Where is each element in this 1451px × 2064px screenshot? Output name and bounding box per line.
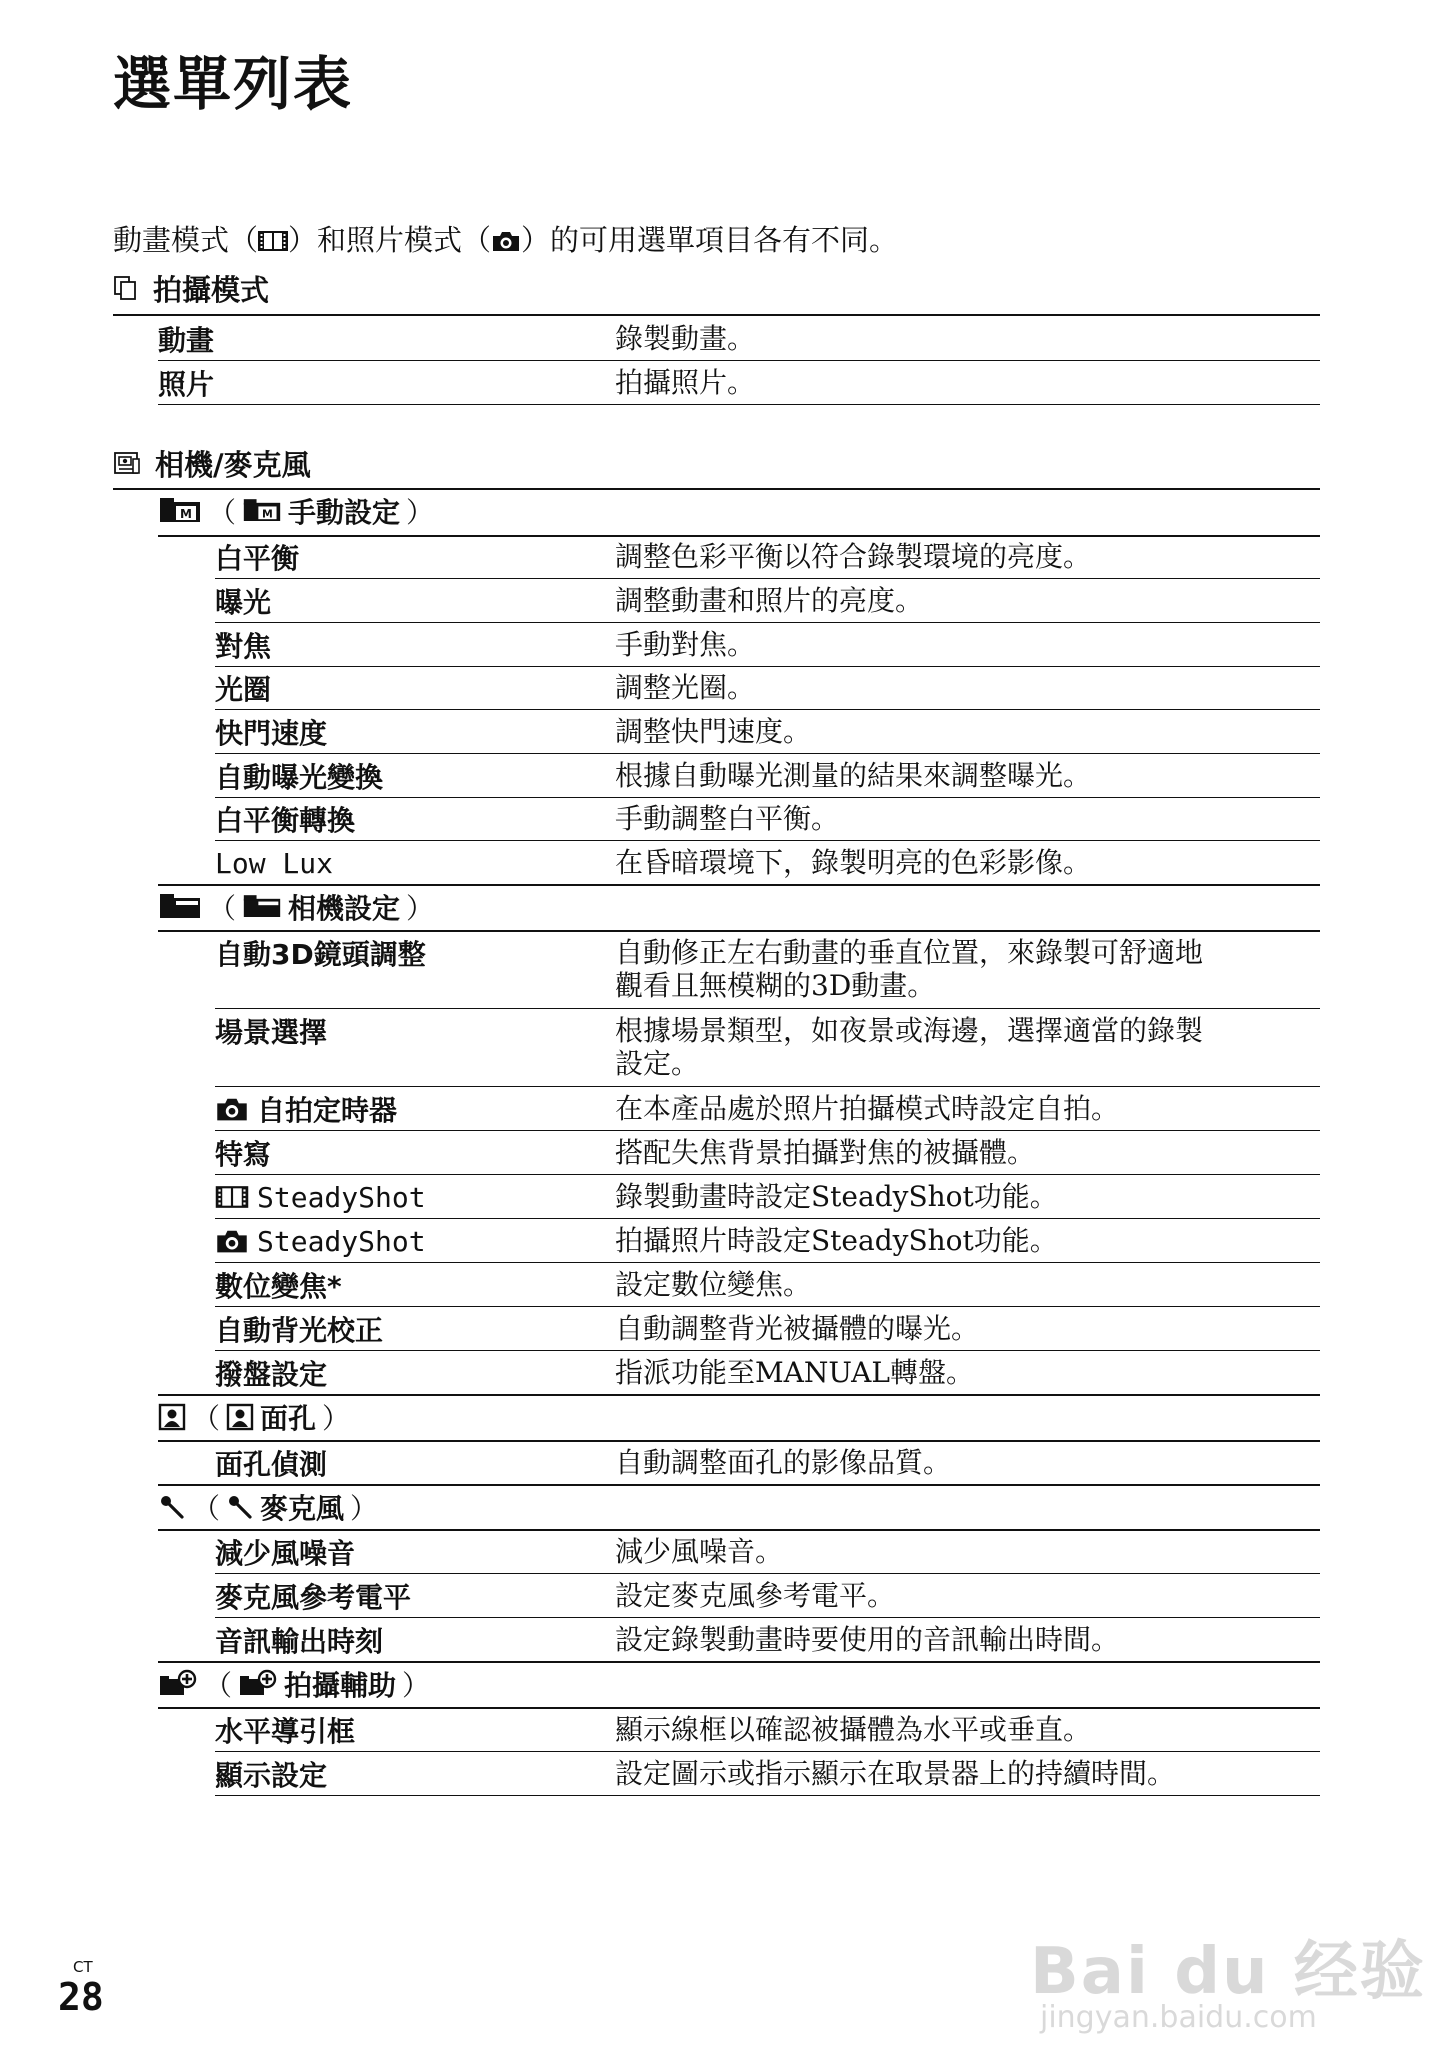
table-row-name: SteadyShot [257,1224,426,1258]
subsection-title: 面孔 [260,1402,317,1435]
close-paren: ） [322,1402,351,1435]
table-row-desc: 設定錄製動畫時要使用的音訊輸出時間。 [615,1623,1120,1656]
table-row-steadyshot-photo [215,1220,426,1262]
table-row-name: 數位變焦* [215,1270,342,1303]
divider [215,1306,1320,1307]
table-row-desc: 搭配失焦背景拍攝對焦的被攝體。 [615,1136,1036,1169]
table-row-name: 白平衡轉換 [215,804,356,837]
table-row-desc: 錄製動畫時設定SteadyShot功能。 [615,1180,1058,1213]
table-row-name: 照片 [158,368,215,401]
camera-settings-icon [158,892,202,922]
table-row-name: 音訊輸出時刻 [215,1625,384,1658]
table-row-desc: 拍攝照片時設定SteadyShot功能。 [615,1224,1058,1257]
intro-after: ）的可用選單項目各有不同。 [521,223,899,257]
divider [215,622,1320,623]
divider [215,578,1320,579]
table-row-name: 曝光 [215,586,272,619]
table-row-steadyshot-movie [215,1176,426,1218]
divider [215,797,1320,798]
close-paren: ） [350,1492,379,1525]
shooting-assist-icon [158,1669,198,1699]
watermark-brand: Bai du 经验 [1030,1935,1426,2009]
table-row-desc: 自動調整面孔的影像品質。 [615,1446,952,1479]
camera-mic-icon [113,449,141,477]
subsection-title: 麥克風 [260,1492,345,1525]
table-row-desc: 設定麥克風參考電平。 [615,1579,896,1612]
table-row-desc: 設定數位變焦。 [615,1268,812,1301]
divider [215,1751,1320,1752]
table-row-name: 減少風噪音 [215,1537,356,1570]
open-paren: （ [192,1492,221,1525]
table-row-name: 快門速度 [215,717,328,750]
manual-settings-icon [158,496,202,526]
divider [113,314,1320,316]
divider [158,360,1320,361]
divider [215,1174,1320,1175]
divider [215,1350,1320,1351]
table-row-name: 光圈 [215,673,272,706]
table-row-name: 撥盤設定 [215,1358,328,1391]
divider [215,1086,1320,1087]
page-number: 28 [58,1975,104,2019]
table-row-desc: 錄製動畫。 [615,322,756,355]
section-camera-mic [113,441,311,485]
table-row-desc: 調整色彩平衡以符合錄製環境的亮度。 [615,540,1092,573]
watermark [1030,1860,1426,2040]
table-row-name: 自動背光校正 [215,1314,384,1347]
shooting-assist-icon [238,1669,278,1699]
open-paren: （ [208,892,237,925]
table-row-name: 動畫 [158,324,215,357]
divider [215,1008,1320,1009]
divider [158,535,1320,537]
table-row-name: 白平衡 [215,542,300,575]
table-row-name: Low Lux [215,846,334,880]
close-paren: ） [406,892,435,925]
open-paren: （ [192,1402,221,1435]
camera-icon [215,1227,249,1255]
microphone-icon [158,1493,186,1521]
table-row-name: 場景選擇 [215,1016,328,1049]
divider [215,709,1320,710]
subsection-manual [158,490,440,532]
table-row-desc: 自動修正左右動畫的垂直位置，來錄製可舒適地觀看且無模糊的3D動畫。 [615,936,1204,1002]
face-icon [226,1403,254,1431]
table-row-desc: 根據場景類型，如夜景或海邊，選擇適當的錄製設定。 [615,1014,1204,1080]
intro-before: 動畫模式（ [113,223,259,257]
divider [215,1130,1320,1131]
divider [215,753,1320,754]
table-row-desc: 手動對焦。 [615,628,756,661]
table-row-self-timer [215,1088,397,1130]
table-row-name: 特寫 [215,1138,272,1171]
table-row-name: 自動3D鏡頭調整 [215,938,426,971]
section-shooting-mode [113,266,269,310]
table-row-name: 水平導引框 [215,1715,356,1748]
subsection-assist [158,1663,436,1705]
table-row-name: 顯示設定 [215,1759,328,1792]
table-row-desc: 減少風噪音。 [615,1535,784,1568]
camera-settings-icon [242,893,282,921]
divider [158,1440,1320,1442]
table-row-desc: 在本產品處於照片拍攝模式時設定自拍。 [615,1092,1120,1125]
section-title: 相機/麥克風 [155,447,311,482]
language-code: CT [73,1958,93,1976]
movie-icon [215,1184,249,1210]
table-row-desc: 指派功能至MANUAL轉盤。 [615,1356,974,1389]
divider [215,1262,1320,1263]
page-title: 選單列表 [113,50,354,118]
divider [215,666,1320,667]
divider [215,1795,1320,1796]
table-row-name: SteadyShot [257,1180,426,1214]
open-paren: （ [204,1669,233,1702]
intro-middle: ）和照片模式（ [288,223,492,257]
table-row-name: 自拍定時器 [257,1094,398,1127]
table-row-desc: 拍攝照片。 [615,366,756,399]
table-row-desc: 調整快門速度。 [615,715,812,748]
close-paren: ） [402,1669,431,1702]
table-row-desc: 自動調整背光被攝體的曝光。 [615,1312,980,1345]
movie-mode-icon [258,229,288,253]
camera-icon [215,1095,249,1123]
divider [215,1617,1320,1618]
table-row-desc: 在昏暗環境下，錄製明亮的色彩影像。 [615,846,1092,879]
microphone-icon [226,1493,254,1521]
divider [158,404,1320,405]
table-row-name: 自動曝光變換 [215,761,384,794]
table-row-desc: 調整動畫和照片的亮度。 [615,584,924,617]
table-row-name: 對焦 [215,630,272,663]
table-row-desc: 根據自動曝光測量的結果來調整曝光。 [615,759,1092,792]
subsection-face [158,1396,356,1438]
subsection-mic [158,1486,384,1528]
section-title: 拍攝模式 [153,272,270,307]
close-paren: ） [406,496,435,529]
table-row-desc: 手動調整白平衡。 [615,802,840,835]
subsection-title: 相機設定 [288,892,401,925]
table-row-desc: 設定圖示或指示顯示在取景器上的持續時間。 [615,1757,1176,1790]
divider [215,1218,1320,1219]
divider [215,840,1320,841]
divider [215,1573,1320,1574]
table-row-desc: 調整光圈。 [615,671,756,704]
watermark-url: jingyan.baidu.com [1040,2000,1317,2035]
photo-mode-icon [491,229,521,253]
shooting-mode-icon [113,275,139,301]
subsection-camera [158,886,440,928]
table-row-name: 面孔偵測 [215,1448,328,1481]
subsection-title: 手動設定 [288,496,401,529]
intro-text [113,220,898,260]
subsection-title: 拍攝輔助 [284,1669,397,1702]
table-row-name: 麥克風參考電平 [215,1581,412,1614]
face-icon [158,1403,186,1431]
manual-settings-icon [242,497,282,525]
open-paren: （ [208,496,237,529]
table-row-desc: 顯示線框以確認被攝體為水平或垂直。 [615,1713,1092,1746]
